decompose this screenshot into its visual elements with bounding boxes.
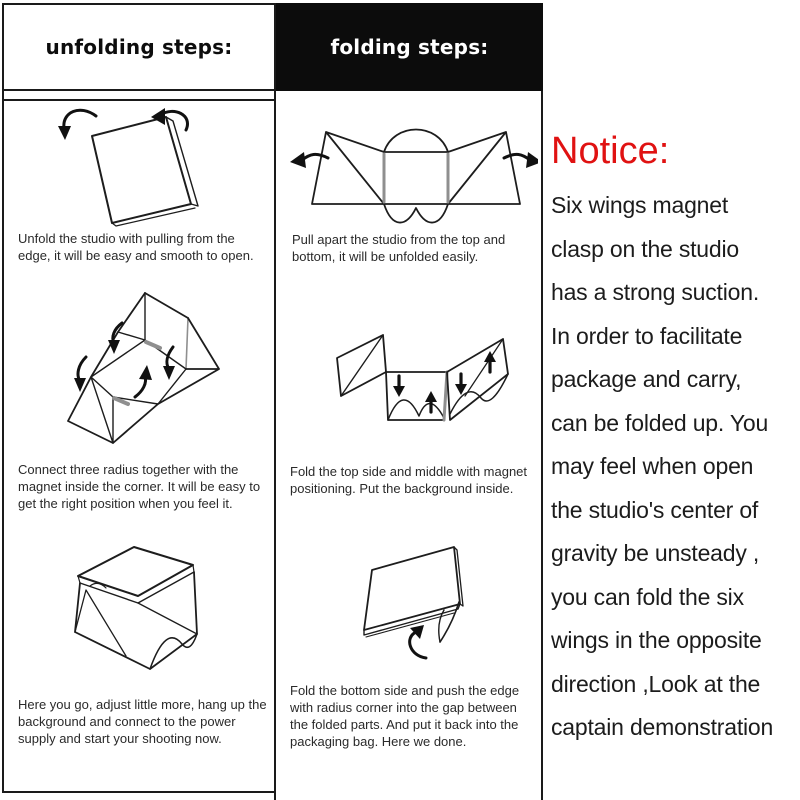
fold-step1-caption: Pull apart the studio from the top and bottom, it will be unfolded easily.: [292, 232, 506, 264]
unfold-step3-illustration: [48, 526, 213, 688]
unfold-step1-illustration: [52, 102, 232, 230]
folding-column-right-border: [541, 91, 543, 800]
header-separator: [4, 91, 274, 101]
notice-line: may feel when open: [551, 453, 754, 479]
folding-header-label: folding steps:: [330, 35, 489, 59]
unfold-step3-caption: Here you go, adjust little more, hang up the background and connect to the power supply and start your shooting now.: [18, 697, 267, 746]
wireframe-box: [68, 293, 219, 443]
fold-step3-illustration: [352, 540, 492, 670]
unfold-step1-caption: Unfold the studio with pulling from the edge, it will be easy and smooth to open.: [18, 231, 254, 263]
folding-header: [276, 3, 543, 91]
fold-step2-caption: Fold the top side and middle with magnet positioning. Put the background inside.: [290, 464, 528, 496]
fold-step2-illustration: [323, 326, 518, 434]
notice-line: Six wings magnet: [551, 192, 729, 218]
unfolding-header-label: unfolding steps:: [45, 35, 233, 59]
flat-unfolded-studio: [312, 130, 520, 223]
notice-line: captain demonstration: [551, 714, 774, 740]
notice-line: you can fold the six: [551, 583, 744, 610]
notice-line: direction ,Look at the: [551, 670, 761, 697]
notice-line: clasp on the studio: [551, 235, 739, 262]
pull-apart-arrows-icon: [290, 152, 538, 168]
tuck-corner-arrow-icon: [410, 625, 426, 658]
unfold-step2-illustration: [42, 283, 232, 458]
notice-line: has a strong suction.: [551, 279, 760, 305]
notice-line: package and carry,: [551, 366, 742, 392]
fold-step1-illustration: [290, 110, 538, 234]
notice-line: the studio's center of: [551, 496, 759, 523]
unfold-step2-caption: Connect three radius together with the magnet inside the corner. It will be easy to get the right position when you feel it.: [18, 462, 261, 511]
notice-line: In order to facilitate: [551, 322, 743, 349]
column-divider-extension: [274, 793, 276, 800]
notice-line: gravity be unsteady ,: [551, 540, 760, 566]
notice-line: wings in the opposite: [551, 627, 762, 653]
notice-line: can be folded up. You: [551, 409, 769, 436]
fold-step3-caption: Fold the bottom side and push the edge with radius corner into the gap between the folded parts. And put it back into the packaging bag. Here we done.: [290, 683, 520, 749]
notice-panel: [551, 128, 799, 750]
unfolding-header: [4, 5, 274, 91]
notice-heading: Notice:: [551, 130, 670, 172]
partially-folded-studio: [337, 335, 508, 420]
open-cube-studio: [75, 547, 197, 669]
folded-panel: [92, 117, 198, 226]
